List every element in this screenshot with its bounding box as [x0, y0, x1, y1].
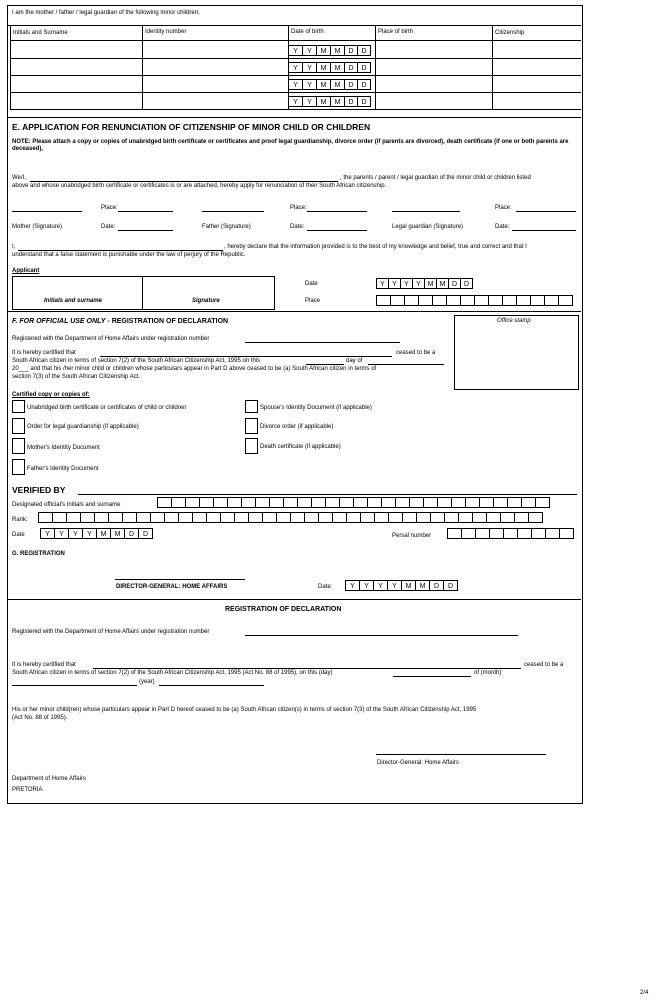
- g-his-her: His or her minor child(ren) whose particulars appear in Part D hereof ceased to be (a) South African citizen(s) in terms of section 7(3) of the South African Citizenship Act, 1995: [12, 707, 477, 713]
- date-field-label: Date: [305, 281, 318, 287]
- entry-cell[interactable]: [423, 497, 438, 508]
- signature-label: Signature: [192, 298, 220, 304]
- father-sig-label: Father (Signature): [202, 224, 251, 230]
- date-cell[interactable]: Y: [400, 278, 413, 289]
- date-cell[interactable]: Y: [373, 580, 388, 591]
- table-line: [10, 92, 581, 93]
- entry-cell[interactable]: [402, 512, 417, 523]
- dob-cell[interactable]: Y: [288, 62, 303, 73]
- checkbox-legal-guardianship[interactable]: [12, 418, 25, 434]
- entry-cell[interactable]: [283, 497, 298, 508]
- entry-cell[interactable]: [507, 497, 522, 508]
- table-line: [10, 40, 581, 41]
- entry-cell[interactable]: [108, 512, 123, 523]
- checkbox-death-certificate[interactable]: [245, 438, 258, 454]
- f-month-field[interactable]: [368, 364, 444, 365]
- guardian-date-field[interactable]: [512, 230, 576, 231]
- place-label: Place:: [495, 205, 512, 211]
- check-mother-id-label: Mother's Identity Document: [27, 445, 100, 451]
- entry-cell[interactable]: [318, 512, 333, 523]
- entry-cell[interactable]: [390, 295, 405, 306]
- table-line: [10, 58, 581, 59]
- entry-cell[interactable]: [66, 512, 81, 523]
- f-registration-number-field[interactable]: [245, 342, 400, 343]
- applicant-label: Applicant: [12, 268, 40, 274]
- entry-cell[interactable]: [290, 512, 305, 523]
- entry-cell[interactable]: [255, 497, 270, 508]
- dob-cell[interactable]: Y: [288, 96, 303, 107]
- rank-cells[interactable]: [38, 512, 543, 523]
- entry-cell[interactable]: [178, 512, 193, 523]
- f-cert-line2b: day of: [346, 358, 363, 364]
- entry-cell[interactable]: [418, 295, 433, 306]
- we-prefix: We/I,: [12, 175, 26, 181]
- check-death-certificate-label: Death certificate (if applicable): [260, 444, 341, 450]
- dob-cell[interactable]: M: [330, 96, 345, 107]
- check-birth-certificate-label: Unabridged birth certificate or certificates of child or children: [27, 405, 187, 411]
- dob-row-3[interactable]: [288, 79, 371, 90]
- designated-label: Designated official's Initials and surname: [12, 502, 121, 508]
- entry-cell[interactable]: [388, 512, 403, 523]
- entry-cell[interactable]: [276, 512, 291, 523]
- verified-by-rule: [78, 494, 577, 495]
- entry-cell[interactable]: [164, 512, 179, 523]
- persal-label: Persal number: [392, 533, 432, 539]
- date-cell[interactable]: M: [436, 278, 449, 289]
- f-cert-line2a: South African citizen in terms of section 7(2) of the South African Citizenship Act, 1995 on this: [12, 358, 261, 364]
- entry-cell[interactable]: [38, 512, 53, 523]
- table-line: [492, 25, 493, 109]
- entry-cell[interactable]: [447, 528, 462, 539]
- entry-cell[interactable]: [220, 512, 235, 523]
- entry-cell[interactable]: [234, 512, 249, 523]
- place-label: Place:: [101, 205, 118, 211]
- entry-cell[interactable]: [475, 528, 490, 539]
- dob-cell[interactable]: D: [344, 79, 358, 90]
- col-identity: Identity number: [145, 29, 187, 35]
- f-cert-line3: 20___ and that his /her minor child or children whose particulars appear in Part D above ceased to be (a) South African citizen in terms of: [12, 366, 377, 372]
- check-father-id-label: Father's Identity Document: [27, 466, 99, 472]
- entry-cell[interactable]: [461, 528, 476, 539]
- g-date-label: Date:: [318, 584, 333, 590]
- section-f-title-italic: F. FOR OFFICIAL USE ONLY: [12, 318, 106, 325]
- entry-cell[interactable]: [325, 497, 340, 508]
- entry-cell[interactable]: [339, 497, 354, 508]
- dg-signature-field[interactable]: [376, 754, 546, 755]
- checkbox-spouse-id[interactable]: [245, 400, 258, 413]
- father-date-field[interactable]: [307, 230, 367, 231]
- entry-cell[interactable]: [432, 295, 447, 306]
- page-number: 2/4: [640, 990, 649, 996]
- checkbox-divorce-order[interactable]: [245, 418, 258, 434]
- entry-cell[interactable]: [451, 497, 466, 508]
- entry-cell[interactable]: [545, 528, 560, 539]
- dob-cell[interactable]: Y: [302, 62, 317, 73]
- entry-cell[interactable]: [94, 512, 109, 523]
- guardian-place-field[interactable]: [516, 211, 576, 212]
- entry-cell[interactable]: [488, 295, 503, 306]
- dob-cell[interactable]: M: [316, 96, 331, 107]
- father-signature-field[interactable]: [202, 211, 264, 212]
- entry-cell[interactable]: [493, 497, 508, 508]
- entry-cell[interactable]: [472, 512, 487, 523]
- entry-cell[interactable]: [297, 497, 312, 508]
- f-certified-prefix: It is hereby certified that: [12, 350, 76, 356]
- entry-cell[interactable]: [535, 497, 550, 508]
- table-line: [142, 25, 143, 109]
- dob-row-1[interactable]: [288, 45, 371, 56]
- entry-cell[interactable]: [199, 497, 214, 508]
- g-registered: Registered with the Department of Home Affairs under registration number: [12, 629, 210, 635]
- entry-cell[interactable]: [227, 497, 242, 508]
- entry-cell[interactable]: [465, 497, 480, 508]
- entry-cell[interactable]: [531, 528, 546, 539]
- mother-sig-label: Mother (Signature): [12, 224, 63, 230]
- verified-date-label: Date: [12, 532, 25, 538]
- entry-cell[interactable]: [213, 497, 228, 508]
- table-line: [10, 109, 581, 110]
- date-cell[interactable]: Y: [54, 528, 69, 539]
- office-stamp-box: [454, 315, 579, 390]
- entry-cell[interactable]: [559, 528, 574, 539]
- date-cell[interactable]: Y: [68, 528, 83, 539]
- col-place: Place of birth: [378, 29, 414, 35]
- entry-cell[interactable]: [500, 512, 515, 523]
- pretoria-label: PRETORIA: [12, 787, 43, 793]
- entry-cell[interactable]: [437, 497, 452, 508]
- section-f-title: [12, 318, 228, 326]
- table-line: [10, 25, 11, 109]
- table-line: [375, 25, 376, 109]
- checkbox-birth-certificate[interactable]: [12, 400, 25, 413]
- f-ceased: ceased to be a: [396, 350, 436, 356]
- declare-prefix: I,: [12, 244, 16, 250]
- place-field-label: Place: [305, 298, 321, 304]
- dob-row-4[interactable]: [288, 96, 371, 107]
- declare-line2: understand that a false statement is punishable under the law of perjury of the Republic.: [12, 252, 246, 258]
- date-label: Date:: [290, 224, 305, 230]
- guardian-signature-field[interactable]: [392, 211, 460, 212]
- entry-cell[interactable]: [269, 497, 284, 508]
- date-cell[interactable]: Y: [359, 580, 374, 591]
- entry-cell[interactable]: [474, 295, 489, 306]
- dob-cell[interactable]: D: [344, 45, 358, 56]
- registration-title: REGISTRATION OF DECLARATION: [225, 606, 342, 613]
- dob-cell[interactable]: M: [316, 62, 331, 73]
- g-line2b: of (month): [474, 670, 502, 676]
- declare-text: , hereby declare that the information provided is to the best of my knowledge and belief, true and correct and that I: [224, 244, 527, 250]
- dob-cell[interactable]: M: [316, 79, 331, 90]
- we-suffix: , the parents / parent / legal guardian of the minor child or children listed: [340, 175, 531, 181]
- g-certified-name-field[interactable]: [93, 668, 521, 669]
- f-day-field[interactable]: [306, 364, 344, 365]
- entry-cell[interactable]: [416, 512, 431, 523]
- date-cell[interactable]: Y: [82, 528, 97, 539]
- dob-cell[interactable]: Y: [288, 45, 303, 56]
- entry-cell[interactable]: [458, 512, 473, 523]
- declare-name-field[interactable]: [18, 250, 223, 251]
- date-cell[interactable]: D: [124, 528, 139, 539]
- date-cell[interactable]: D: [429, 580, 444, 591]
- date-cell[interactable]: D: [460, 278, 473, 289]
- persal-number-cells[interactable]: [447, 528, 574, 539]
- section-f-title-rest: - REGISTRATION OF DECLARATION: [105, 318, 229, 325]
- date-cell[interactable]: D: [448, 278, 461, 289]
- check-spouse-id-label: Spouse's Identity Document (if applicable): [260, 405, 372, 411]
- check-legal-guardianship-label: Order for legal guardianship (if applicable): [27, 424, 139, 430]
- dob-cell[interactable]: D: [357, 62, 371, 73]
- f-cert-line4: section 7(3) of the South African Citizenship Act.: [12, 374, 141, 380]
- entry-cell[interactable]: [528, 512, 543, 523]
- mother-place-field[interactable]: [118, 211, 173, 212]
- entry-cell[interactable]: [157, 497, 172, 508]
- guardian-intro: I am the mother / father / legal guardian of the following minor children:: [12, 10, 200, 16]
- dob-cell[interactable]: Y: [302, 45, 317, 56]
- dob-row-2[interactable]: [288, 62, 371, 73]
- entry-cell[interactable]: [52, 512, 67, 523]
- office-stamp-label: Office stamp: [497, 318, 531, 324]
- entry-cell[interactable]: [367, 497, 382, 508]
- entry-cell[interactable]: [486, 512, 501, 523]
- entry-cell[interactable]: [404, 295, 419, 306]
- director-signature-field[interactable]: [115, 579, 245, 580]
- col-initials: Initials and Surname: [13, 30, 68, 36]
- date-cell[interactable]: M: [401, 580, 416, 591]
- applicant-place-cells[interactable]: [376, 295, 573, 306]
- entry-cell[interactable]: [395, 497, 410, 508]
- f-certified-name-field[interactable]: [100, 356, 392, 357]
- entry-cell[interactable]: [192, 512, 207, 523]
- rank-label: Rank:: [12, 517, 28, 523]
- dob-cell[interactable]: M: [330, 79, 345, 90]
- check-divorce-order-label: Divorce order (if applicable): [260, 424, 334, 430]
- divider: [7, 117, 581, 118]
- date-cell[interactable]: M: [415, 580, 430, 591]
- verified-date-cells[interactable]: [40, 528, 153, 539]
- g-line2a: South African citizen in terms of section 7(2) of the South African Citizenship Act, 1995 (Act No. 88 of 1995), on this (day): [12, 670, 333, 676]
- dept-label: Department of Home Affairs: [12, 776, 86, 782]
- entry-cell[interactable]: [171, 497, 186, 508]
- date-cell[interactable]: D: [443, 580, 458, 591]
- col-citizenship: Citizenship: [495, 30, 525, 36]
- mother-signature-field[interactable]: [12, 211, 82, 212]
- entry-cell[interactable]: [514, 512, 529, 523]
- dob-cell[interactable]: Y: [288, 79, 303, 90]
- designated-name-cells[interactable]: [157, 497, 550, 508]
- divider: [7, 25, 581, 26]
- entry-cell[interactable]: [502, 295, 517, 306]
- entry-cell[interactable]: [248, 512, 263, 523]
- mother-date-field[interactable]: [118, 230, 173, 231]
- entry-cell[interactable]: [353, 497, 368, 508]
- entry-cell[interactable]: [360, 512, 375, 523]
- place-label: Place:: [290, 205, 307, 211]
- checkbox-father-id[interactable]: [12, 459, 25, 475]
- entry-cell[interactable]: [444, 512, 459, 523]
- entry-cell[interactable]: [516, 295, 531, 306]
- dob-cell[interactable]: D: [357, 96, 371, 107]
- section-e-note: NOTE: Please attach a copy or copies of unabridged birth certificate or certificates and proof legal guardianship, divorce order (if parents are divorced), death certificate (if one or both parents are deceased),: [12, 139, 569, 153]
- initials-label: Initials and surname: [44, 298, 103, 304]
- date-cell[interactable]: M: [96, 528, 111, 539]
- we-name-field[interactable]: [30, 181, 338, 182]
- date-cell[interactable]: Y: [376, 278, 389, 289]
- f-registered: Registered with the Department of Home Affairs under registration number: [12, 336, 210, 342]
- date-cell[interactable]: Y: [40, 528, 55, 539]
- entry-cell[interactable]: [80, 512, 95, 523]
- date-label: Date:: [101, 224, 116, 230]
- we-line2: above and whose unabridged birth certificate or certificates is or are attached, hereby apply for renunciation of their South African citizenship.: [12, 183, 387, 189]
- entry-cell[interactable]: [517, 528, 532, 539]
- date-cell[interactable]: Y: [387, 580, 402, 591]
- g-ceased: ceased to be a: [524, 662, 564, 668]
- entry-cell[interactable]: [544, 295, 559, 306]
- entry-cell[interactable]: [446, 295, 461, 306]
- divider: [7, 599, 581, 600]
- date-cell[interactable]: Y: [345, 580, 360, 591]
- entry-cell[interactable]: [381, 497, 396, 508]
- g-year-label: (year): [139, 679, 155, 685]
- entry-cell[interactable]: [479, 497, 494, 508]
- g-registration-number-field[interactable]: [245, 635, 518, 636]
- checkbox-mother-id[interactable]: [12, 438, 25, 454]
- entry-cell[interactable]: [136, 512, 151, 523]
- date-cell[interactable]: Y: [412, 278, 425, 289]
- date-cell[interactable]: M: [110, 528, 125, 539]
- g-day-field[interactable]: [393, 676, 471, 677]
- entry-cell[interactable]: [262, 512, 277, 523]
- entry-cell[interactable]: [150, 512, 165, 523]
- entry-cell[interactable]: [430, 512, 445, 523]
- col-dob: Date of birth: [291, 29, 324, 35]
- dob-cell[interactable]: Y: [302, 79, 317, 90]
- certified-copy-label: Certified copy or copies of:: [12, 392, 90, 398]
- entry-cell[interactable]: [241, 497, 256, 508]
- applicant-box-divider: [142, 276, 143, 309]
- date-cell[interactable]: M: [424, 278, 437, 289]
- father-place-field[interactable]: [307, 211, 367, 212]
- entry-cell[interactable]: [460, 295, 475, 306]
- g-year-field[interactable]: [159, 685, 264, 686]
- entry-cell[interactable]: [409, 497, 424, 508]
- dob-cell[interactable]: M: [330, 62, 345, 73]
- g-act: (Act No. 88 of 1995).: [12, 715, 68, 721]
- dob-cell[interactable]: D: [344, 96, 358, 107]
- verified-by-title: VERIFIED BY: [12, 485, 66, 495]
- dob-cell[interactable]: D: [344, 62, 358, 73]
- section-e-title: E. APPLICATION FOR RENUNCIATION OF CITIZENSHIP OF MINOR CHILD OR CHILDREN: [12, 122, 371, 132]
- guardian-sig-label: Legal guardian (Signature): [392, 224, 464, 230]
- entry-cell[interactable]: [206, 512, 221, 523]
- entry-cell[interactable]: [503, 528, 518, 539]
- applicant-date-cells[interactable]: [376, 278, 473, 289]
- entry-cell[interactable]: [185, 497, 200, 508]
- date-label: Date:: [495, 224, 510, 230]
- dob-cell[interactable]: M: [316, 45, 331, 56]
- section-g-title: G. REGISTRATION: [12, 551, 65, 557]
- entry-cell[interactable]: [530, 295, 545, 306]
- entry-cell[interactable]: [521, 497, 536, 508]
- entry-cell[interactable]: [346, 512, 361, 523]
- dob-cell[interactable]: D: [357, 79, 371, 90]
- director-label: DIRECTOR-GENERAL: HOME AFFAIRS: [116, 584, 228, 590]
- entry-cell[interactable]: [332, 512, 347, 523]
- entry-cell[interactable]: [304, 512, 319, 523]
- entry-cell[interactable]: [311, 497, 326, 508]
- dob-cell[interactable]: Y: [302, 96, 317, 107]
- divider: [7, 311, 581, 312]
- entry-cell[interactable]: [374, 512, 389, 523]
- g-certified-prefix: It is hereby certified that: [12, 662, 76, 668]
- entry-cell[interactable]: [376, 295, 391, 306]
- entry-cell[interactable]: [558, 295, 573, 306]
- dg-sign-label: Director-General: Home Affairs: [377, 760, 459, 766]
- g-month-field[interactable]: [12, 685, 137, 686]
- entry-cell[interactable]: [122, 512, 137, 523]
- dob-cell[interactable]: D: [357, 45, 371, 56]
- entry-cell[interactable]: [489, 528, 504, 539]
- table-line: [10, 75, 581, 76]
- date-cell[interactable]: D: [138, 528, 153, 539]
- dob-cell[interactable]: M: [330, 45, 345, 56]
- date-cell[interactable]: Y: [388, 278, 401, 289]
- g-date-cells[interactable]: [345, 580, 458, 591]
